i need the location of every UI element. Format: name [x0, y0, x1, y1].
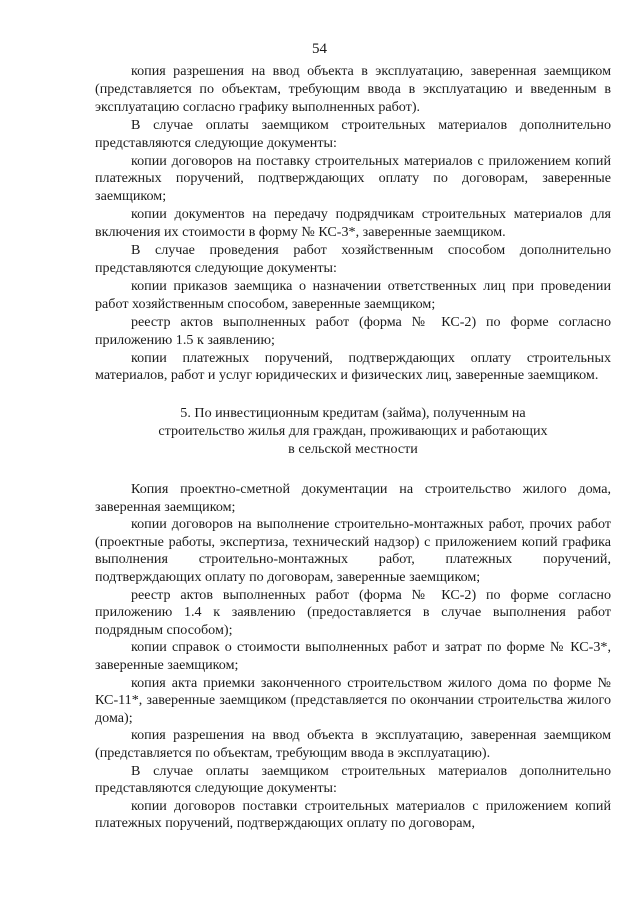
paragraph: копии приказов заемщика о назначении ответственных лиц при проведении работ хозяйственным способом, заверенные заемщиком;	[95, 277, 611, 312]
paragraph: В случае оплаты заемщиком строительных материалов дополнительно представляются следующие документы:	[95, 116, 611, 151]
paragraph: реестр актов выполненных работ (форма № КС-2) по форме согласно приложению 1.4 к заявлению (предоставляется в случае выполнения работ подрядным способом);	[95, 586, 611, 638]
paragraph: копии справок о стоимости выполненных работ и затрат по форме № КС-3*, заверенные заемщиком;	[95, 639, 611, 673]
page-content	[95, 63, 611, 833]
paragraph: копии договоров поставки строительных материалов с приложением копий платежных поручений, подтверждающих оплату по договорам,	[95, 797, 611, 832]
section-heading	[95, 405, 611, 459]
page-number: 54	[312, 41, 327, 57]
section-heading-line: строительство жилья для граждан, проживающих и работающих	[158, 423, 548, 440]
paragraph: копия разрешения на ввод объекта в эксплуатацию, заверенная заемщиком (представляется по объектам, требующим ввода в эксплуатацию и введенным в эксплуатацию согласно графику выполненных работ).	[95, 63, 611, 115]
paragraph: реестр актов выполненных работ (форма № КС-2) по форме согласно приложению 1.5 к заявлению;	[95, 313, 611, 348]
paragraph: копия разрешения на ввод объекта в эксплуатацию, заверенная заемщиком (представляется по объектам, требующим ввода в эксплуатацию).	[95, 727, 611, 761]
section-heading-line: в сельской местности	[288, 441, 418, 458]
paragraph: копия акта приемки законченного строительством жилого дома по форме № КС-11*, заверенные заемщиком (представляется по окончании строительства жилого дома);	[95, 674, 611, 726]
paragraph: копии документов на передачу подрядчикам строительных материалов для включения их стоимости в форму № КС-3*, заверенные заемщиком.	[95, 206, 611, 241]
paragraph: В случае оплаты заемщиком строительных материалов дополнительно представляются следующие документы:	[95, 762, 611, 797]
paragraph: копии договоров на поставку строительных материалов с приложением копий платежных поручений, подтверждающих оплату по договорам, заверенные заемщиком;	[95, 152, 611, 205]
section-heading-line: 5. По инвестиционным кредитам (займа), полученным на	[180, 405, 526, 422]
paragraph: копии платежных поручений, подтверждающих оплату строительных материалов, работ и услуг юридических и физических лиц, заверенные заемщиком.	[95, 349, 611, 384]
paragraph: копии договоров на выполнение строительно-монтажных работ, прочих работ (проектные работы, экспертиза, технический надзор) с приложением копий графика выполнения строительно-монтажных работ, платежных поручений, подтверждающих оплату по договорам, заверенные заемщиком;	[95, 516, 611, 585]
paragraph: В случае проведения работ хозяйственным способом дополнительно представляются следующие документы:	[95, 242, 611, 276]
paragraph: Копия проектно-сметной документации на строительство жилого дома, заверенная заемщиком;	[95, 481, 611, 515]
